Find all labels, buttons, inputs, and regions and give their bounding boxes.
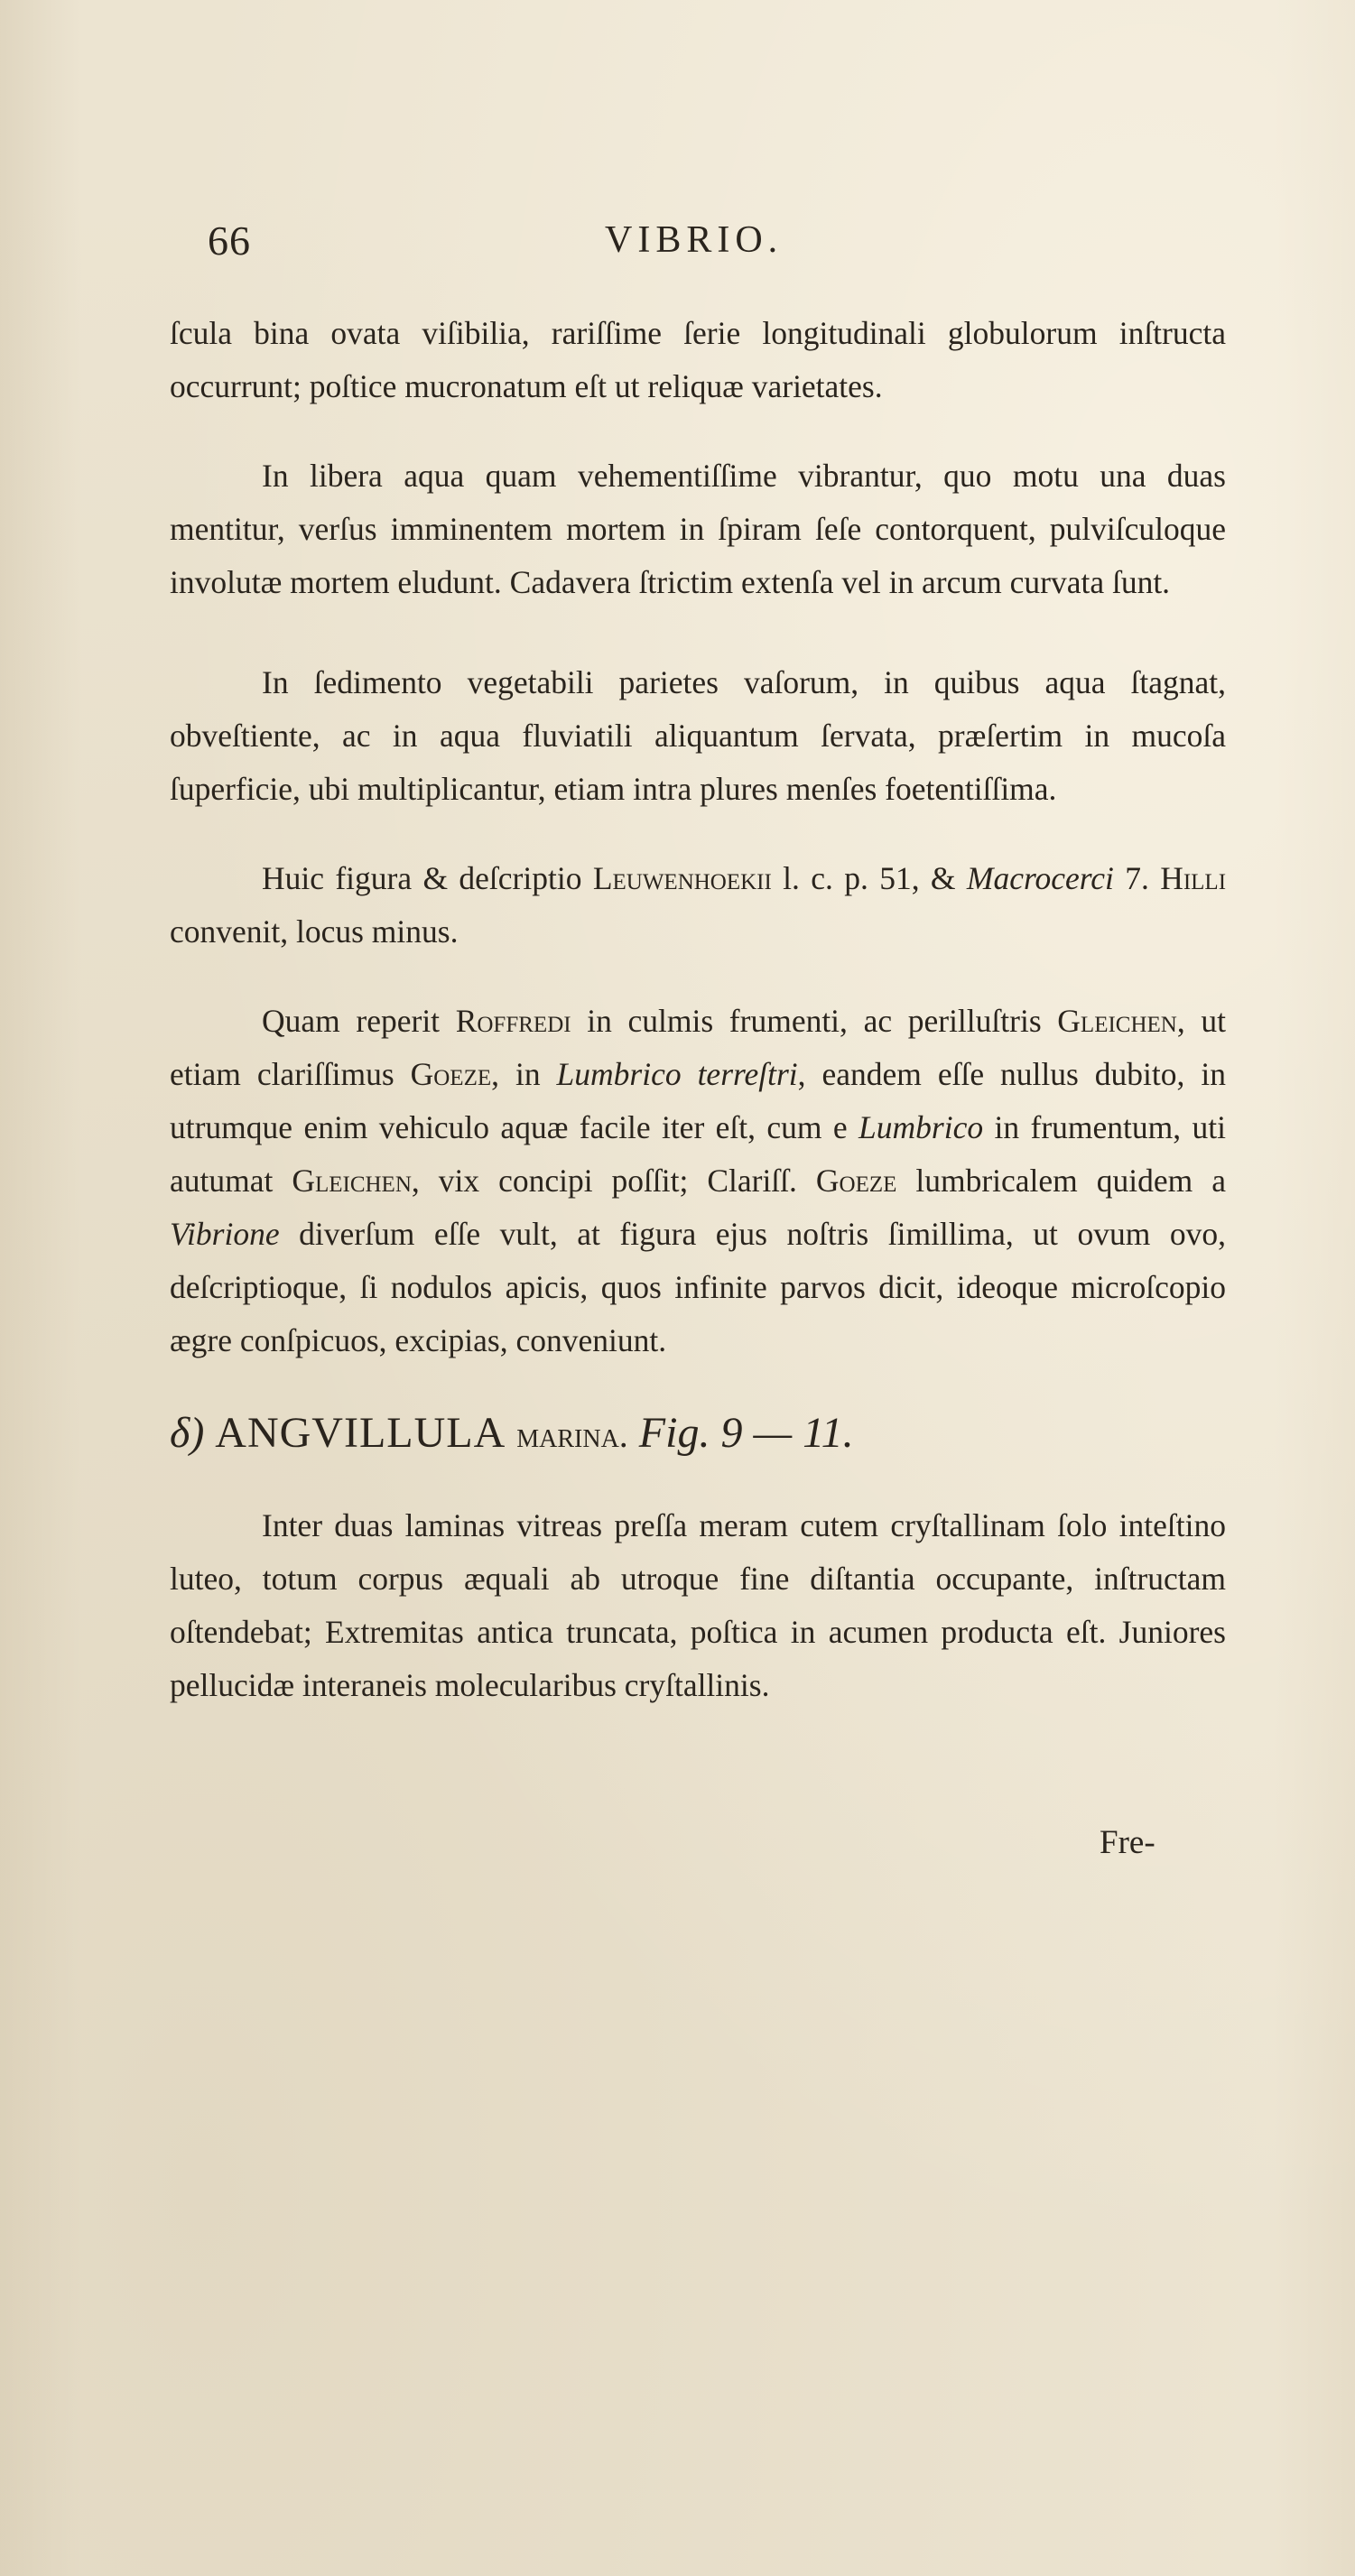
text-run: diverſum eſſe vult, at figura ejus noſtris ſimillima, ut ovum ovo, deſcriptioque, ſi nodulos apicis, quos infinite parvos dicit, ideoque microſcopio ægre conſpicuos, excipias, conveniunt. (170, 1216, 1226, 1358)
paragraph-continuation: ſcula bina ovata viſibilia, rariſſime ſerie longitudinali globulorum inſtructa occurrunt; poſtice mucronatum eſt ut reliquæ varietates. (170, 315, 1226, 404)
paragraph-references (170, 852, 1226, 959)
taxon-name: Macrocerci (966, 860, 1114, 896)
text-run: in culmis frumenti, ac perilluſtris (571, 1003, 1058, 1039)
species-marker: δ) (170, 1409, 205, 1457)
author-name: Gleichen (292, 1163, 412, 1199)
catchword: Fre- (1100, 1824, 1155, 1861)
species-genus: ANGVILLULA (215, 1409, 506, 1457)
text-run: convenit, locus minus. (170, 913, 459, 950)
text-run: 7. (1113, 860, 1161, 896)
running-title: VIBRIO. (605, 219, 784, 261)
taxon-name: Vibrione (170, 1216, 280, 1252)
page-header (208, 217, 1228, 280)
text-run: , vix concipi poſſit; Clariſſ. (411, 1163, 816, 1199)
author-name: Hilli (1160, 860, 1227, 896)
text-run: , in (491, 1056, 557, 1092)
author-name: Roffredi (455, 1003, 571, 1039)
author-name: Goeze (815, 1163, 897, 1199)
paragraph-habitat: In ſedimento vegetabili parietes vaſorum, in quibus aqua ſtagnat, obveſtiente, ac in aqua fluviatili aliquantum ſervata, præſertim in mucoſa ſuperficie, ubi multiplicantur, etiam intra plures menſes foetentiſſima. (170, 664, 1226, 807)
paragraph-motion: In libera aqua quam vehementiſſime vibrantur, quo motu una duas mentitur, verſus imminentem mortem in ſpiram ſeſe contorquent, pulviſculoque involutæ mortem eludunt. Cadavera ſtrictim extenſa vel in arcum curvata ſunt. (170, 458, 1226, 600)
page-number: 66 (208, 218, 251, 264)
figure-reference: Fig. 9 — 11. (638, 1409, 854, 1457)
text-run: , eandem eſſe nullus dubito, in utrumque enim vehiculo aquæ facile iter eſt, cum e (170, 1056, 1226, 1145)
text-run: l. c. p. 51, & (771, 860, 967, 896)
paragraph-species-description: Inter duas laminas vitreas preſſa meram cutem cryſtallinam ſolo inteſtino luteo, totum corpus æquali ab utroque fine diſtantia occupante, inſtructam oſtendebat; Extremitas antica truncata, poſtica in acumen producta eſt. Juniores pellucidæ interaneis molecularibus cryſtallinis. (170, 1507, 1226, 1703)
species-epithet: marina. (516, 1414, 628, 1455)
text-run: Huic figura & deſcriptio (262, 860, 593, 896)
author-name: Gleichen (1057, 1003, 1177, 1039)
text-run: lumbricalem quidem a (896, 1163, 1226, 1199)
text-run: Quam reperit (262, 1003, 456, 1039)
author-name: Leuwenhoekii (592, 860, 772, 896)
taxon-name: Lumbrico (858, 1109, 984, 1145)
body-text (170, 307, 1226, 1759)
author-name: Goeze (410, 1056, 492, 1092)
text-run: , ut etiam clariſſimus (170, 1003, 1227, 1092)
paragraph-discussion (170, 995, 1226, 1367)
taxon-name: Lumbrico terreſtri (556, 1056, 798, 1092)
text-run: in frumentum, uti autumat (170, 1109, 1226, 1199)
species-heading (170, 1404, 1226, 1465)
